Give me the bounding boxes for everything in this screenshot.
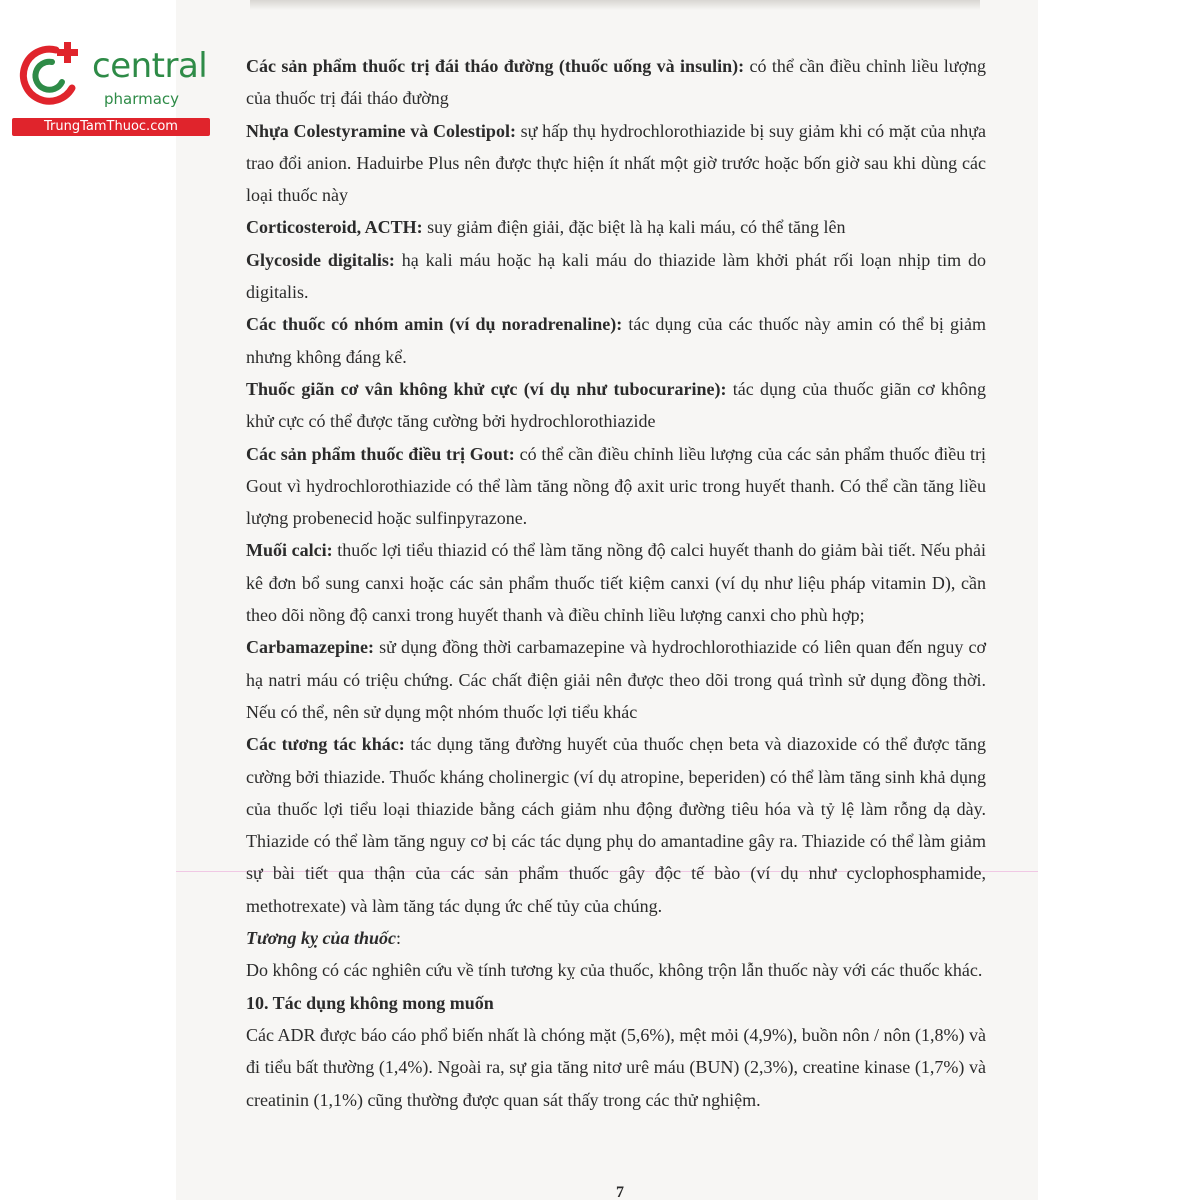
term-label: Các tương tác khác:	[246, 734, 405, 755]
interaction-other	[246, 728, 986, 922]
term-text: có thể cần điều chỉnh liều lượng của các sản phẩm thuốc điều trị Gout vì hydrochlorothiazide có thể làm tăng nồng độ axit uric trong huyết thanh. Có thể cần tăng liều lượng probenecid hoặc sulfinpyrazone.	[246, 443, 986, 529]
logo-url-banner: TrungTamThuoc.com	[12, 118, 210, 136]
interaction-gout	[246, 438, 986, 535]
incompatibility-heading	[246, 922, 986, 954]
incompatibility-title: Tương kỵ của thuốc	[246, 928, 396, 949]
term-label: Corticosteroid, ACTH:	[246, 217, 423, 238]
interaction-antidiabetic	[246, 50, 986, 115]
term-text: sử dụng đồng thời carbamazepine và hydrochlorothiazide có liên quan đến nguy cơ hạ natri máu có triệu chứng. Các chất điện giải nên được theo dõi trong quá trình sử dụng đồng thời. Nếu có thể, nên sử dụng một nhóm thuốc lợi tiểu khác	[246, 637, 986, 722]
term-label: Nhựa Colestyramine và Colestipol:	[246, 120, 516, 141]
interaction-amines	[246, 308, 986, 373]
term-text: hạ kali máu hoặc hạ kali máu do thiazide làm khởi phát rối loạn nhịp tim do digitalis.	[246, 249, 986, 303]
incompatibility-text: Do không có các nghiên cứu về tính tương kỵ của thuốc, không trộn lẫn thuốc này với các thuốc khác.	[246, 960, 983, 981]
term-label: Muối calci:	[246, 540, 333, 561]
interaction-muscle-relaxant	[246, 373, 986, 438]
term-text: sự hấp thụ hydrochlorothiazide bị suy giảm khi có mặt của nhựa trao đổi anion. Haduirbe Plus nên được thực hiện ít nhất một giờ trước hoặc bốn giờ sau khi dùng các loại thuốc này	[246, 120, 987, 206]
term-text: suy giảm điện giải, đặc biệt là hạ kali máu, có thể tăng lên	[422, 217, 846, 238]
term-text: thuốc lợi tiểu thiazid có thể làm tăng nồng độ calci huyết thanh do giảm bài tiết. Nếu phải kê đơn bổ sung canxi hoặc các sản phẩm thuốc tiết kiệm canxi (ví dụ như liệu pháp vitamin D), cần theo dõi nồng độ canxi trong huyết thanh và điều chỉnh liều lượng canxi cho phù hợp;	[246, 540, 986, 626]
document-body	[246, 50, 986, 1116]
logo-brand-text: central	[92, 46, 208, 86]
term-text: tác dụng của thuốc giãn cơ không khử cực có thể được tăng cường bởi hydrochlorothiazide	[246, 378, 986, 432]
interaction-corticosteroid	[246, 211, 986, 243]
central-pharmacy-logo	[12, 38, 212, 138]
page-number: 7	[616, 1184, 624, 1201]
interaction-colestyramine	[246, 115, 986, 212]
interaction-calcium	[246, 534, 986, 631]
term-label: Thuốc giãn cơ vân không khử cực (ví dụ như tubocurarine):	[246, 378, 727, 399]
section-10-heading: 10. Tác dụng không mong muốn	[246, 992, 494, 1013]
term-text: tác dụng tăng đường huyết của thuốc chẹn beta và diazoxide có thể được tăng cường bởi thiazide. Thuốc kháng cholinergic (ví dụ atropine, beperiden) có thể làm tăng sinh khả dụng của thuốc lợi tiểu loại thiazide bằng cách giảm nhu động đường tiêu hóa và tỷ lệ làm rỗng dạ dày. Thiazide có thể làm tăng nguy cơ bị các tác dụng phụ do amantadine gây ra. Thiazide có thể làm giảm sự bài tiết qua thận của các sản phẩm thuốc gây độc tế bào (ví dụ như cyclophosphamide, methotrexate) và làm tăng tác dụng ức chế tủy của chúng.	[246, 734, 986, 916]
term-label: Các sản phẩm thuốc trị đái tháo đường (thuốc uống và insulin):	[246, 56, 745, 76]
section-10-text: Các ADR được báo cáo phổ biến nhất là chóng mặt (5,6%), mệt mỏi (4,9%), buồn nôn / nôn (1,8%) và đi tiểu bất thường (1,4%). Ngoài ra, sự gia tăng nitơ urê máu (BUN) (2,3%), creatine kinase (1,7%) và creatinin (1,1%) cũng thường được quan sát thấy trong các thử nghiệm.	[246, 1024, 986, 1110]
scan-top-edge	[250, 0, 980, 10]
term-label: Các sản phẩm thuốc điều trị Gout:	[246, 443, 515, 464]
term-label: Glycoside digitalis:	[246, 249, 395, 270]
interaction-carbamazepine	[246, 631, 986, 728]
term-label: Các thuốc có nhóm amin (ví dụ noradrenaline):	[246, 314, 623, 335]
term-text: tác dụng của các thuốc này amin có thể bị giảm nhưng không đáng kể.	[246, 314, 986, 367]
pharmacy-logo-icon	[12, 38, 88, 114]
term-text: có thể cần điều chỉnh liều lượng của thuốc trị đái tháo đường	[246, 56, 986, 109]
interaction-digitalis	[246, 244, 986, 309]
incompatibility-colon: :	[395, 928, 401, 949]
logo-sub-text: pharmacy	[104, 90, 180, 108]
term-label: Carbamazepine:	[246, 637, 374, 658]
